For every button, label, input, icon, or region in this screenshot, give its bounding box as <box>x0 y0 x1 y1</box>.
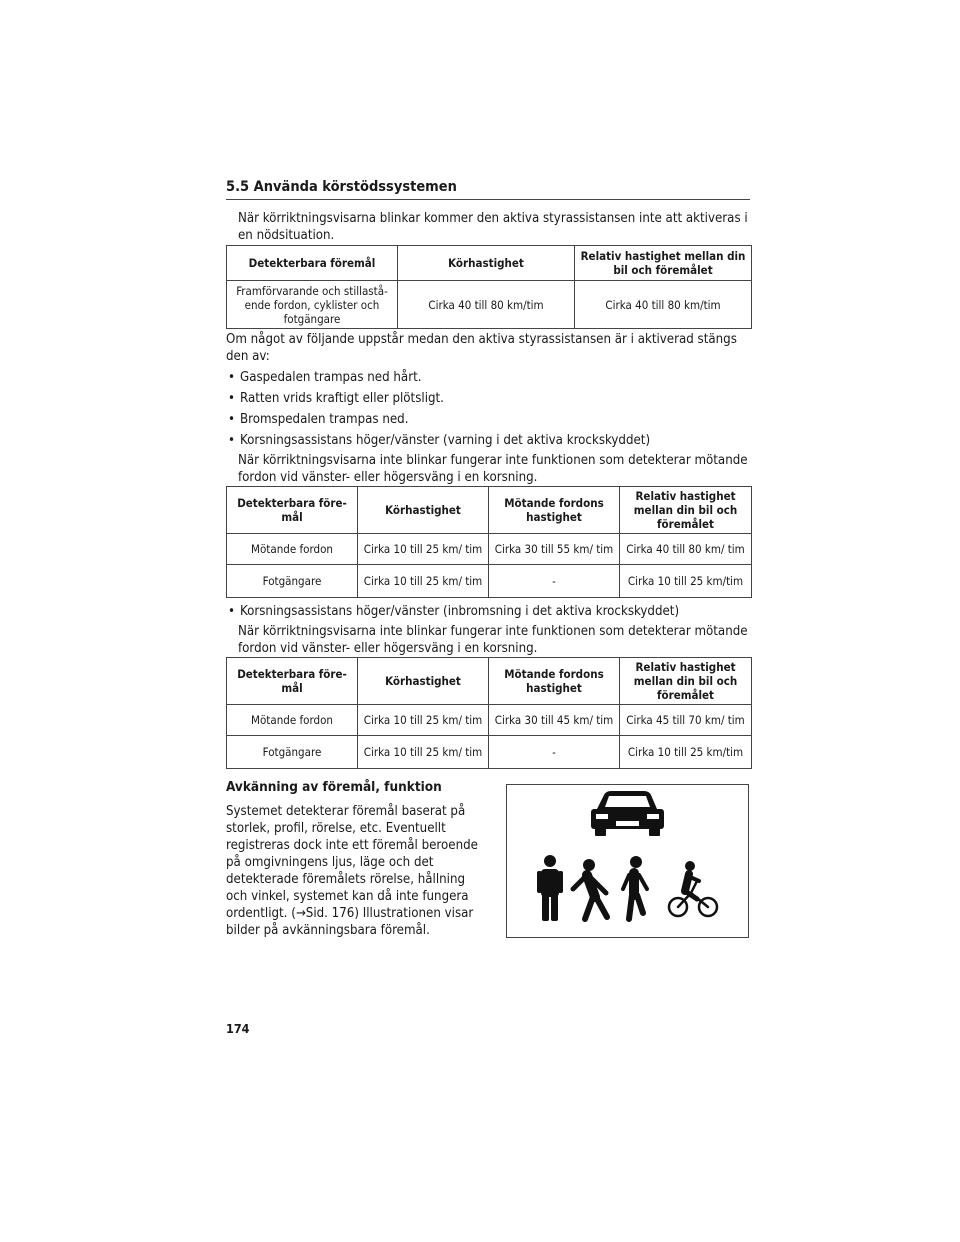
walking-pedestrian-icon <box>573 859 607 919</box>
car-icon <box>591 791 664 836</box>
table-header: Relativ hastighet mellan din bil och föremålet <box>575 246 752 281</box>
deactivate-text: Om något av följande uppstår medan den aktiva styrassistansen är i aktiverad stängs den av: <box>226 332 737 364</box>
table-header: Detekterbara före-mål <box>227 487 358 534</box>
table-cell: Cirka 10 till 25 km/ tim <box>358 534 489 565</box>
table-header: Mötande fordons hastighet <box>489 487 620 534</box>
body-text: Systemet detekterar föremål baserat på storlek, profil, rörelse, etc. Eventuellt registreras dock inte ett föremål beroende på omgivningens ljus, läge och det detekterade föremålets rörelse, hållning och vinkel, systemet kan då inte fungera ordentligt. (→Sid. 176) Illustrationen visar bilder på avkänningsbara föremål. <box>226 804 478 938</box>
table-cell: Mötande fordon <box>227 534 358 565</box>
list-item: • Bromspedalen trampas ned. <box>228 411 750 428</box>
detectable-objects-illustration <box>506 784 749 938</box>
child-pedestrian-icon <box>623 856 647 919</box>
section-title: 5.5 Använda körstödssystemen <box>226 179 457 195</box>
table-cell: - <box>489 565 620 598</box>
table-row <box>227 534 752 565</box>
page-number: 174 <box>226 1021 250 1036</box>
table-cell: Cirka 10 till 25 km/tim <box>620 736 752 769</box>
note-text-1: När körriktningsvisarna inte blinkar fungerar inte funktionen som detekterar mötande fordon vid vänster- eller högersväng i en korsning. <box>238 453 748 485</box>
table-header: Relativ hastighet mellan din bil och föremålet <box>620 658 752 705</box>
table-cell: Cirka 10 till 25 km/ tim <box>358 705 489 736</box>
condition-list-2 <box>228 603 750 620</box>
table-row <box>227 565 752 598</box>
standing-pedestrian-icon <box>537 855 563 921</box>
table-header: Relativ hastighet mellan din bil och föremålet <box>620 487 752 534</box>
table-row <box>227 705 752 736</box>
table-row <box>227 281 752 329</box>
table-cell: Mötande fordon <box>227 705 358 736</box>
table-header: Körhastighet <box>358 487 489 534</box>
list-item: • Korsningsassistans höger/vänster (inbromsning i det aktiva krockskyddet) <box>228 603 750 620</box>
list-item: • Gaspedalen trampas ned hårt. <box>228 369 750 386</box>
header-divider <box>226 199 750 200</box>
table-header: Detekterbara föremål <box>227 246 398 281</box>
intro-text: När körriktningsvisarna blinkar kommer den aktiva styrassistansen inte att aktiveras i en nödsituation. <box>238 211 748 243</box>
table-cell: Fotgängare <box>227 565 358 598</box>
table-cell: Cirka 10 till 25 km/ tim <box>358 565 489 598</box>
table-header: Mötande fordons hastighet <box>489 658 620 705</box>
detection-table-3 <box>226 657 752 769</box>
table-cell: - <box>489 736 620 769</box>
detection-table-1 <box>226 245 752 329</box>
condition-list <box>228 369 750 449</box>
detection-table-2 <box>226 486 752 598</box>
list-item: • Korsningsassistans höger/vänster (varning i det aktiva krockskyddet) <box>228 432 750 449</box>
table-header: Körhastighet <box>358 658 489 705</box>
table-cell: Cirka 30 till 55 km/ tim <box>489 534 620 565</box>
table-cell: Cirka 40 till 80 km/ tim <box>620 534 752 565</box>
table-header: Detekterbara före-mål <box>227 658 358 705</box>
subheading: Avkänning av föremål, funktion <box>226 779 442 795</box>
table-header: Körhastighet <box>398 246 575 281</box>
table-cell: Cirka 40 till 80 km/tim <box>575 281 752 329</box>
note-text-2: När körriktningsvisarna inte blinkar fungerar inte funktionen som detekterar mötande fordon vid vänster- eller högersväng i en korsning. <box>238 624 748 656</box>
table-cell: Cirka 40 till 80 km/tim <box>398 281 575 329</box>
table-cell: Fotgängare <box>227 736 358 769</box>
table-cell: Cirka 10 till 25 km/ tim <box>358 736 489 769</box>
table-row <box>227 736 752 769</box>
table-cell: Framförvarande och stillastå-ende fordon, cyklister och fotgängare <box>227 281 398 329</box>
cyclist-icon <box>669 861 717 916</box>
table-cell: Cirka 10 till 25 km/tim <box>620 565 752 598</box>
table-cell: Cirka 30 till 45 km/ tim <box>489 705 620 736</box>
list-item: • Ratten vrids kraftigt eller plötsligt. <box>228 390 750 407</box>
table-cell: Cirka 45 till 70 km/ tim <box>620 705 752 736</box>
